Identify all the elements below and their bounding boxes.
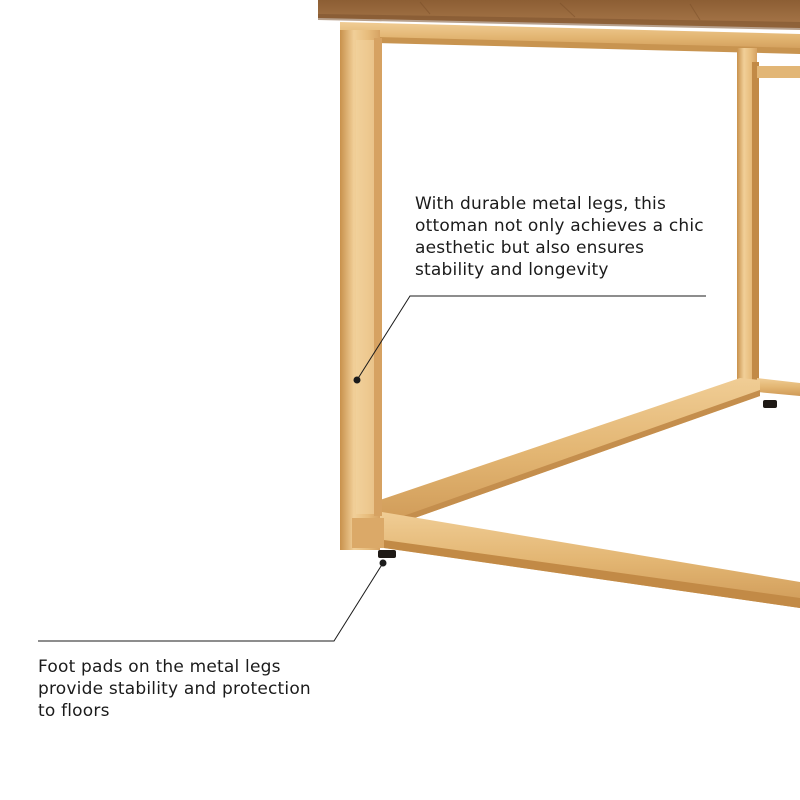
callout-line-foot-pads (38, 560, 387, 642)
back-leg (737, 48, 800, 388)
side-lower-rail (380, 378, 760, 526)
metal-legs-callout-text: With durable metal legs, this ottoman not only achieves a chic aesthetic but also ensures stability and longevity (415, 194, 704, 280)
front-leg (340, 30, 384, 550)
callout-line-metal-legs (354, 296, 707, 384)
back-lower-rail (757, 378, 800, 396)
front-lower-rail (352, 512, 800, 608)
foot-pads-callout-text: Foot pads on the metal legs provide stability and protection to floors (38, 657, 311, 721)
